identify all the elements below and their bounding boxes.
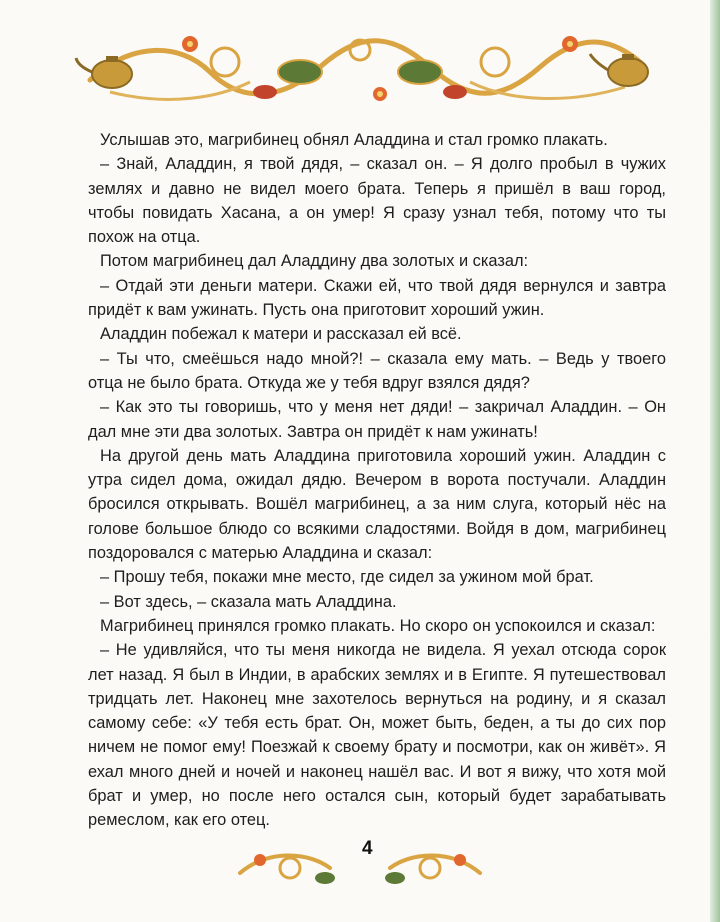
paragraph: – Не удивляйся, что ты меня никогда не видела. Я уехал отсюда сорок лет назад. Я был в Индии, в арабских землях и в Египте. Я путешествовал тридцать лет. Наконец мне захотелось вернуться на родину, и я сказал самому себе: «У тебя есть брат. Он, может быть, беден, а ты до сих пор ничем не помог ему! Поезжай к своему брату и посмотри, как он живёт». Я ехал много дней и ночей и наконец нашёл вас. И вот я вижу, что хотя мой брат и умер, но после него остался сын, который будет зарабатывать ремеслом, как его отец. xyxy=(88,641,666,830)
header-ornament xyxy=(50,22,670,112)
paragraph: – Как это ты говоришь, что у меня нет дяди! – закричал Аладдин. – Он дал мне эти два золотых. Завтра он придёт к нам ужинать! xyxy=(88,398,666,441)
paragraph: – Прошу тебя, покажи мне место, где сидел за ужином мой брат. xyxy=(100,568,594,587)
story-text xyxy=(88,128,666,833)
paragraph: На другой день мать Аладдина приготовила хороший ужин. Аладдин с утра сидел дома, ожидал дядю. Вечером в ворота постучали. Аладдин бросился открывать. Вошёл магрибинец, а за ним слуга, который нёс на голове большое блюдо со всякими сладостями. Войдя в дом, магрибинец поздоровался с матерью Аладдина и сказал: xyxy=(88,446,666,563)
page-edge xyxy=(710,0,720,922)
paragraph: Потом магрибинец дал Аладдину два золотых и сказал: xyxy=(100,252,529,271)
teapot-left-icon xyxy=(76,56,132,88)
paragraph: – Ты что, смеёшься надо мной?! – сказала ему мать. – Ведь у твоего отца не было брата. Откуда же у тебя вдруг взялся дядя? xyxy=(88,349,666,392)
paragraph: – Знай, Аладдин, я твой дядя, – сказал он. – Я долго пробыл в чужих землях и давно не видел моего брата. Теперь я пришёл в ваш город, чтобы повидать Хасана, а он умер! Я сразу узнал тебя, потому что ты похож на отца. xyxy=(88,155,666,247)
paragraph: Услышав это, магрибинец обнял Аладдина и стал громко плакать. xyxy=(100,131,608,149)
paragraph: – Отдай эти деньги матери. Скажи ей, что твой дядя вернулся и завтра придёт к вам ужинать. Пусть она приготовит хороший ужин. xyxy=(88,276,666,320)
paragraph: Аладдин побежал к матери и рассказал ей всё. xyxy=(100,325,462,344)
paragraph: – Вот здесь, – сказала мать Аладдина. xyxy=(100,592,397,611)
paragraph: Магрибинец принялся громко плакать. Но скоро он успокоился и сказал: xyxy=(100,616,656,635)
page-number: 4 xyxy=(362,838,373,859)
footer-ornament xyxy=(230,838,490,898)
